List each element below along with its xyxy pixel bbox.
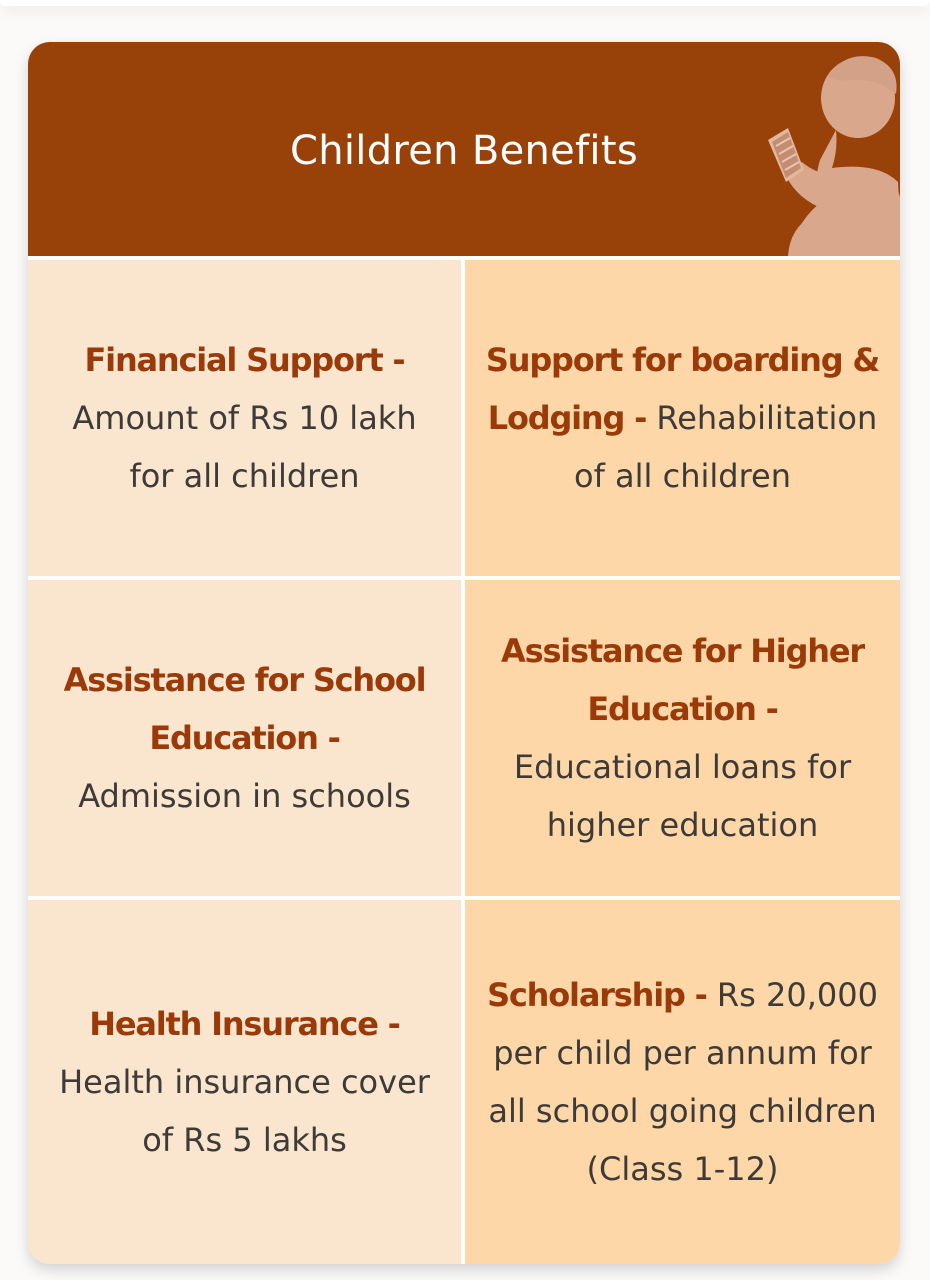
card-title: Children Benefits bbox=[290, 128, 638, 174]
children-benefits-card bbox=[28, 42, 900, 1264]
benefit-title: Scholarship - bbox=[487, 976, 707, 1014]
child-reading-book-icon bbox=[728, 50, 900, 256]
benefit-text bbox=[46, 331, 443, 505]
benefit-description: Health insurance cover of Rs 5 lakhs bbox=[59, 1063, 430, 1159]
benefit-text bbox=[483, 622, 882, 854]
benefit-title: Assistance for Higher Education - bbox=[501, 632, 864, 728]
benefit-description: Rehabilitation of all children bbox=[574, 399, 878, 495]
benefit-text bbox=[483, 966, 882, 1198]
benefit-description: Amount of Rs 10 lakh for all children bbox=[72, 399, 417, 495]
top-bar-edge bbox=[0, 0, 930, 6]
benefit-text bbox=[483, 331, 882, 505]
benefit-card-school-education bbox=[28, 580, 461, 896]
benefit-text bbox=[46, 995, 443, 1169]
benefit-card-higher-education bbox=[465, 580, 900, 896]
benefit-title: Financial Support - bbox=[84, 341, 405, 379]
benefit-card-boarding-lodging bbox=[465, 260, 900, 576]
benefit-title: Assistance for School Education - bbox=[63, 661, 426, 757]
benefit-text bbox=[46, 651, 443, 825]
benefit-card-scholarship bbox=[465, 900, 900, 1264]
benefit-description: Educational loans for higher education bbox=[513, 748, 852, 844]
benefit-title: Health Insurance - bbox=[89, 1005, 400, 1043]
benefit-card-health-insurance bbox=[28, 900, 461, 1264]
benefit-description: Admission in schools bbox=[78, 777, 411, 815]
benefit-description: Rs 20,000 per child per annum for all school going children (Class 1-12) bbox=[488, 976, 878, 1188]
benefit-title: Support for boarding & Lodging - bbox=[485, 341, 880, 437]
benefit-card-financial-support bbox=[28, 260, 461, 576]
card-header bbox=[28, 42, 900, 256]
